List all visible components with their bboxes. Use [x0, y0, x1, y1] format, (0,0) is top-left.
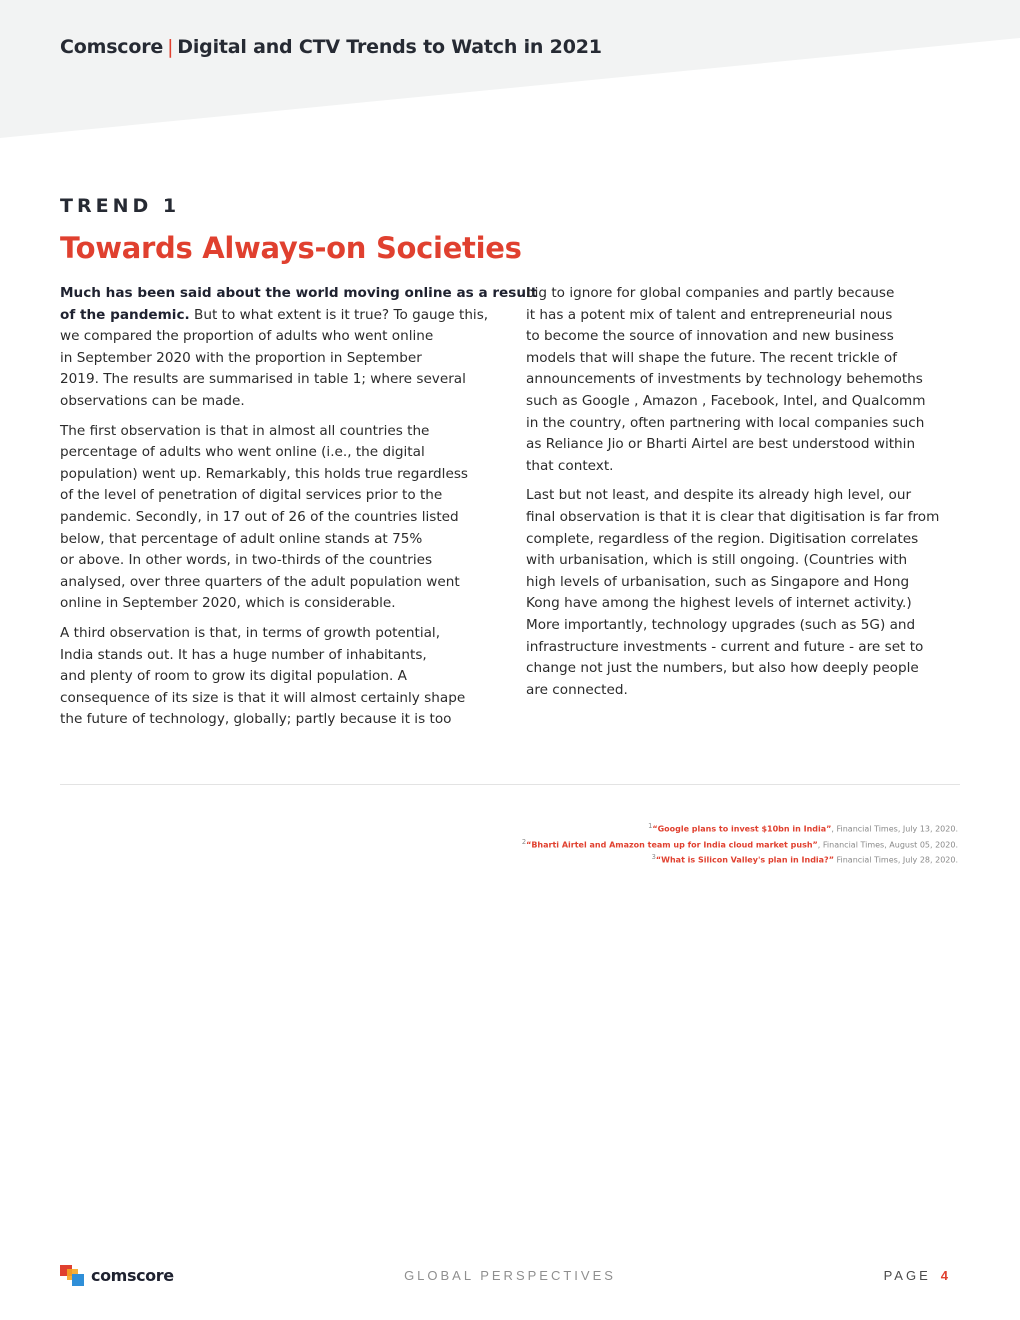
- document-header: [60, 36, 602, 58]
- text-line: the future of technology, globally; partly because it is too: [60, 711, 452, 728]
- footer-section-title: GLOBAL PERSPECTIVES: [404, 1268, 616, 1283]
- text-line: A third observation is that, in terms of growth potential,: [60, 624, 441, 641]
- text-line: models that will shape the future. The recent trickle of: [526, 349, 898, 366]
- text-line: The first observation is that in almost all countries the: [60, 422, 430, 439]
- footnote-link[interactable]: “What is Silicon Valley's plan in India?”: [655, 855, 834, 865]
- footnote-link[interactable]: “Bharti Airtel and Amazon team up for India cloud market push”: [526, 840, 818, 850]
- trend-title: Towards Always-on Societies: [60, 231, 522, 265]
- text-line: of the level of penetration of digital services prior to the: [60, 487, 443, 504]
- text-line: pandemic. Secondly, in 17 out of 26 of the countries listed: [60, 508, 459, 525]
- logo-text: comscore: [91, 1266, 174, 1285]
- trend-label: TREND 1: [60, 195, 181, 217]
- header-brand: Comscore: [60, 36, 164, 58]
- footnote-link[interactable]: “Google plans to invest $10bn in India”: [652, 824, 832, 834]
- right-paragraph-1: [526, 283, 962, 477]
- footnote: $^2$“Bharti Airtel and Amazon team up for India cloud market push”, Financial Times, August 05, 2020.: [521, 837, 958, 850]
- right-paragraph-2: [526, 485, 962, 701]
- footnote: $^1$“Google plans to invest $10bn in India”, Financial Times, July 13, 2020.: [648, 822, 958, 834]
- header-band: [0, 0, 1020, 140]
- body-column-right: [526, 283, 962, 709]
- body-column-left: [60, 283, 538, 739]
- text-line: as Reliance Jio or Bharti Airtel are best understood within: [526, 436, 916, 453]
- text-line: with urbanisation, which is still ongoing. (Countries with: [526, 552, 908, 569]
- text-line: big to ignore for global companies and partly because: [526, 285, 895, 301]
- header-title: Digital and CTV Trends to Watch in 2021: [177, 36, 602, 58]
- text-line: such as Google , Amazon , Facebook, Intel, and Qualcomm: [526, 392, 926, 409]
- text-line: India stands out. It has a huge number of inhabitants,: [60, 646, 427, 663]
- left-paragraph-1: [60, 283, 538, 413]
- text-line: in September 2020 with the proportion in September: [60, 349, 422, 366]
- text-line: More importantly, technology upgrades (such as 5G) and: [526, 616, 916, 633]
- divider: [60, 784, 960, 785]
- footnotes: [522, 820, 958, 867]
- page-number: [884, 1268, 948, 1283]
- text-line: are connected.: [526, 681, 628, 698]
- text-line: change not just the numbers, but also how deeply people: [526, 660, 919, 677]
- text-line: Much has been said about the world moving online as a result: [60, 285, 538, 301]
- text-line: of the pandemic. But to what extent is it true? To gauge this,: [60, 306, 489, 323]
- text-line: in the country, often partnering with local companies such: [526, 414, 925, 431]
- text-line: announcements of investments by technology behemoths: [526, 371, 923, 388]
- text-line: 2019. The results are summarised in table 1; where several: [60, 371, 466, 388]
- text-line: or above. In other words, in two-thirds of the countries: [60, 552, 433, 569]
- text-line: consequence of its size is that it will almost certainly shape: [60, 689, 466, 706]
- text-line: Last but not least, and despite its already high level, our: [526, 487, 912, 504]
- text-line: population) went up. Remarkably, this holds true regardless: [60, 465, 468, 482]
- text-line: Kong have among the highest levels of internet activity.): [526, 595, 912, 612]
- left-paragraph-3: [60, 623, 496, 731]
- text-line: and plenty of room to grow its digital population. A: [60, 668, 407, 685]
- text-line: high levels of urbanisation, such as Singapore and Hong: [526, 573, 910, 590]
- text-line: analysed, over three quarters of the adult population went: [60, 573, 460, 590]
- page-label: PAGE: [883, 1268, 931, 1283]
- text-line: complete, regardless of the region. Digitisation correlates: [526, 530, 919, 547]
- text-line: below, that percentage of adult online stands at 75%: [60, 530, 423, 547]
- text-line: online in September 2020, which is considerable.: [60, 595, 396, 612]
- page-number-value: 4: [940, 1268, 948, 1283]
- text-line: that context.: [526, 457, 614, 474]
- text-line: final observation is that it is clear that digitisation is far from: [526, 508, 940, 525]
- text-line: infrastructure investments - current and future - are set to: [526, 638, 924, 655]
- text-line: we compared the proportion of adults who went online: [60, 328, 434, 345]
- footnote: $^3$“What is Silicon Valley's plan in India?” Financial Times, July 28, 2020.: [651, 853, 958, 865]
- left-paragraph-2: [60, 421, 496, 615]
- text-line: observations can be made.: [60, 392, 245, 409]
- text-line: it has a potent mix of talent and entrepreneurial nous: [526, 306, 893, 323]
- header-separator: |: [167, 36, 174, 58]
- text-line: percentage of adults who went online (i.e., the digital: [60, 444, 425, 461]
- text-line: to become the source of innovation and new business: [526, 328, 894, 345]
